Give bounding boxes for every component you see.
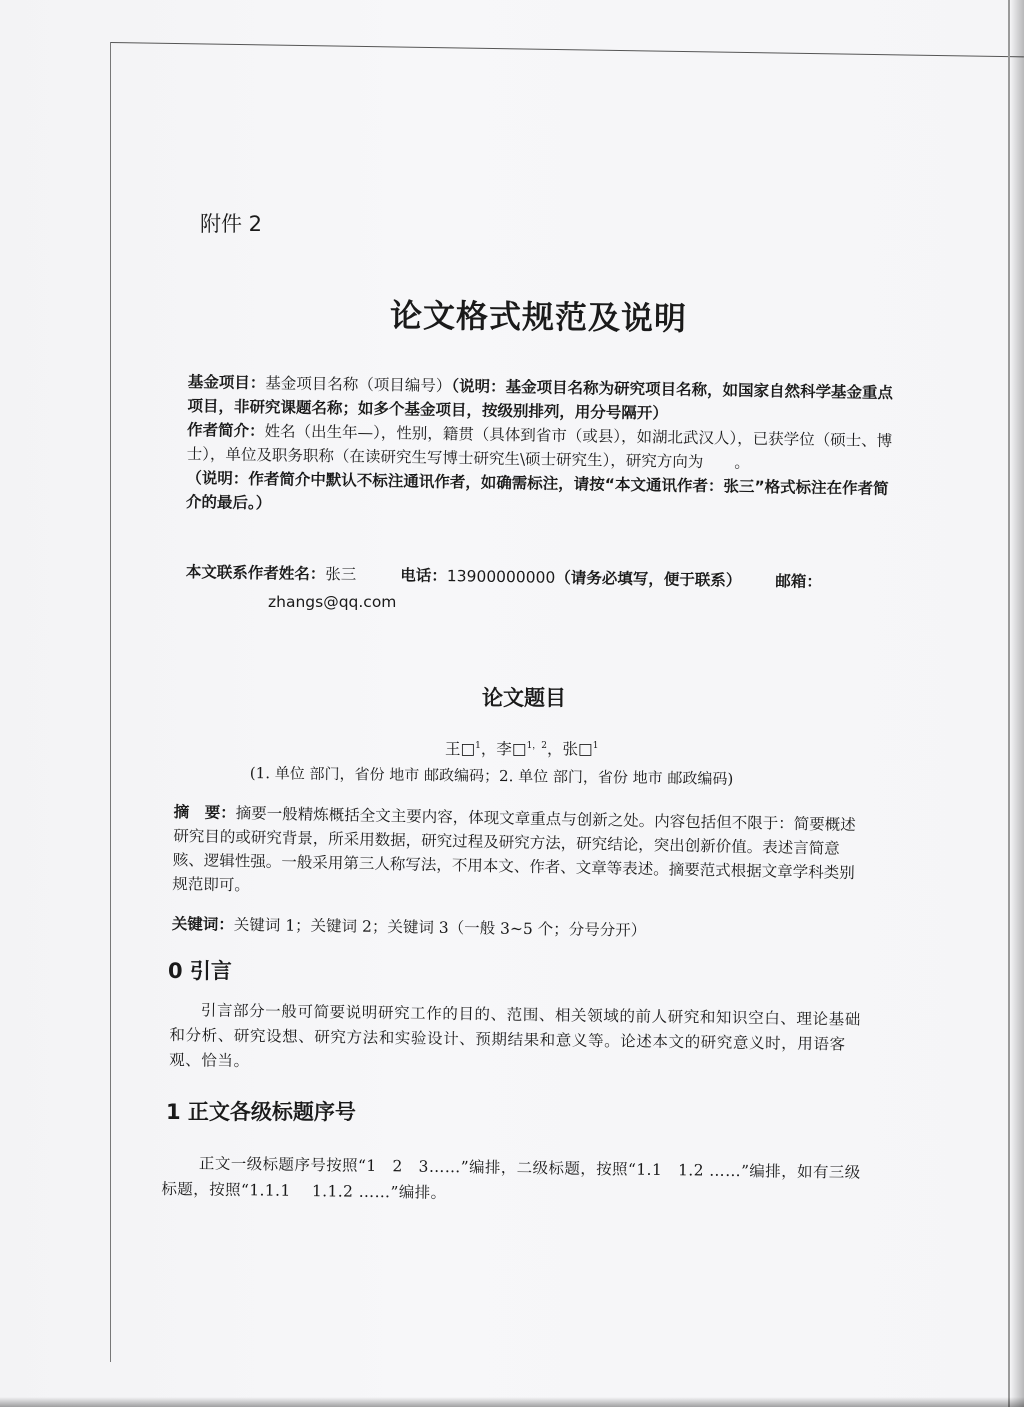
contact-phone: 13900000000: [446, 567, 556, 587]
page-title: 论文格式规范及说明: [389, 296, 688, 338]
affiliations: (1. 单位 部门，省份 地市 邮政编码；2. 单位 部门，省份 地市 邮政编码): [249, 763, 734, 788]
contact-line: [186, 560, 822, 592]
author-3: 张□: [562, 740, 593, 758]
section-1-heading: 1 正文各级标题序号: [166, 1100, 356, 1124]
contact-phone-label: 电话：: [400, 566, 447, 586]
keywords-text: 关键词 1；关键词 2；关键词 3（一般 3~5 个；分号分开）: [233, 915, 647, 940]
author-2-affil: 1，2: [526, 740, 548, 751]
paper-title: 论文题目: [482, 686, 566, 710]
author-2: 李□: [496, 740, 527, 758]
author-intro-note: （说明：作者简介中默认不标注通讯作者，如确需标注，请按“本文通讯作者：张三”格式标注在作者简介的最后。）: [185, 468, 889, 513]
author-intro-label: 作者简介：: [186, 420, 265, 441]
attachment-label: 附件 2: [200, 212, 263, 236]
section-0-heading: 0 引言: [168, 959, 232, 983]
fund-value: 基金项目名称（项目编号）: [265, 374, 452, 396]
author-3-affil: 1: [592, 740, 599, 751]
contact-email-label: 邮箱：: [775, 572, 822, 591]
author-intro-note-paragraph: [186, 466, 895, 525]
contact-phone-note: （请务必填写，便于联系）: [555, 568, 742, 590]
fund-author-block: [186, 370, 896, 525]
abstract-block: [172, 800, 864, 909]
contact-name: 张三: [325, 565, 357, 584]
section-0-body: [169, 998, 876, 1083]
abstract-label: 摘 要：: [173, 802, 236, 823]
keywords-line: [172, 912, 647, 941]
abstract-text: 摘要一般精炼概括全文主要内容，体现文章重点与创新之处。内容包括但不限于：简要概述研究目的或研究背景，所采用数据，研究过程及研究方法，研究结论，突出创新价值。表述言简意赅、逻辑性强。一般采用第三人称写法，不用本文、作者、文章等表述。摘要范式根据文章学科类别规范即可。: [172, 804, 856, 895]
fund-label: 基金项目：: [187, 372, 266, 393]
section-1-paragraph: 正文一级标题序号按照“1 2 3……”编排，二级标题，按照“1.1 1.2 ……”编排，如有三级标题，按照“1.1.1 1.1.2 ……”编排。: [161, 1154, 861, 1202]
section-0-paragraph: 引言部分一般可简要说明研究工作的目的、范围、相关领域的前人研究和知识空白、理论基础和分析、研究设想、研究方法和实验设计、预期结果和意义等。论述本文的研究意义时，用语客观、恰当。: [169, 1001, 862, 1071]
author-intro-value: 姓名（出生年—），性别，籍贯（具体到省市（或县），如湖北武汉人），已获学位（硕士、博士），单位及职务职称（在读研究生写博士研究生\硕士研究生），研究方向为 。: [186, 422, 893, 472]
contact-name-label: 本文联系作者姓名：: [185, 562, 326, 584]
fund-note: （说明：基金项目名称为研究项目名称，如国家自然科学基金重点项目，非研究课题名称；如多个基金项目，按级别排列，用分号隔开）: [187, 377, 894, 423]
keywords-label: 关键词：: [171, 914, 234, 934]
author-1: 王□: [445, 740, 476, 758]
section-1-body: [161, 1150, 876, 1212]
author-1-affil: 1: [475, 740, 481, 751]
contact-email: zhangs@qq.com: [268, 593, 397, 611]
author-list: 王□$^1$，李□$^{1,2}$，张□$^1$: [445, 740, 599, 758]
abstract-paragraph: [172, 800, 864, 909]
